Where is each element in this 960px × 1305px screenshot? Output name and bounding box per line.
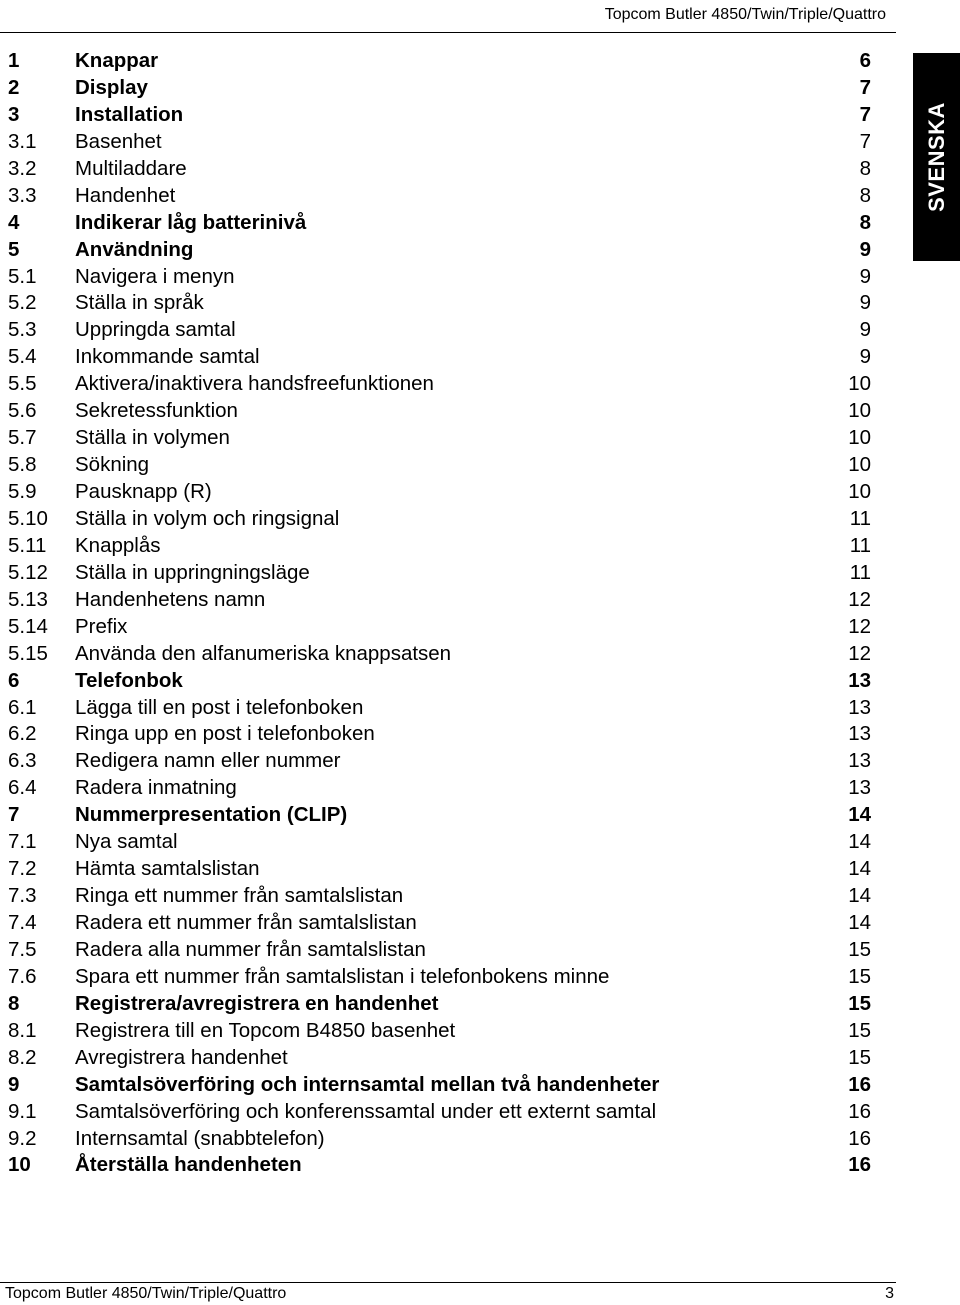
toc-entry[interactable] [0,775,880,802]
toc-entry[interactable] [0,668,880,695]
toc-entry[interactable] [0,290,880,317]
toc-entry-page: 15 [848,991,871,1015]
toc-entry-title: Redigera namn eller nummer [75,749,341,773]
toc-entry-title: Ringa ett nummer från samtalslistan [75,884,404,908]
toc-entry[interactable] [0,425,880,452]
toc-entry-number: 6 [8,668,20,692]
toc-entry-page: 6 [859,49,871,72]
toc-entry-title: Ställa in volym och ringsignal [75,506,340,530]
toc-entry-page: 12 [848,587,871,611]
toc-entry-number: 7.3 [8,884,37,908]
toc-entry-page: 16 [848,1099,871,1123]
header-divider [0,32,896,33]
toc-entry-title: Ställa in volymen [75,426,230,450]
toc-entry[interactable] [0,829,880,856]
toc-entry-number: 5.1 [8,264,37,288]
toc-entry-title: Ställa in språk [75,291,204,315]
toc-entry[interactable] [0,991,880,1018]
toc-entry-number: 5.14 [8,614,48,638]
toc-entry-title: Uppringda samtal [75,318,236,342]
toc-entry-number: 5.2 [8,291,37,315]
toc-entry[interactable] [0,641,880,668]
toc-entry[interactable] [0,614,880,641]
toc-entry-page: 15 [848,1045,871,1069]
toc-entry-page: 7 [859,75,871,99]
toc-entry-number: 5.8 [8,453,37,477]
toc-entry-title: Indikerar låg batterinivå [75,210,307,234]
toc-entry-title: Pausknapp (R) [75,480,212,503]
toc-entry[interactable] [0,102,880,129]
toc-entry[interactable] [0,264,880,291]
language-tab-label: SVENSKA [923,102,949,212]
toc-entry-page: 15 [848,964,871,988]
toc-entry-page: 9 [859,318,871,342]
toc-entry[interactable] [0,48,880,75]
toc-entry-page: 10 [848,372,871,396]
toc-entry[interactable] [0,533,880,560]
toc-entry-title: Knappar [75,49,159,72]
toc-entry-page: 14 [848,830,871,854]
toc-entry[interactable] [0,937,880,964]
toc-entry-title: Handenhetens namn [75,587,266,611]
toc-entry[interactable] [0,748,880,775]
toc-entry-page: 14 [848,911,871,934]
toc-entry-page: 10 [848,399,871,423]
toc-entry-number: 7.1 [8,830,37,854]
toc-entry-number: 5.10 [8,506,48,530]
toc-entry-number: 5.5 [8,372,37,396]
toc-entry[interactable] [0,156,880,183]
toc-entry-title: Inkommande samtal [75,345,260,369]
toc-entry-number: 9.1 [8,1099,37,1123]
toc-entry-page: 9 [859,264,871,288]
toc-entry-page: 9 [859,237,871,261]
toc-entry-page: 13 [848,668,871,692]
language-side-tab [913,53,960,261]
toc-entry-page: 12 [848,641,871,665]
toc-entry-title: Samtalsöverföring och internsamtal mellan två handenheter [75,1072,660,1096]
toc-entry-title: Spara ett nummer från samtalslistan i telefonbokens minne [75,964,610,988]
toc-entry-number: 8 [8,991,20,1015]
toc-entry-page: 8 [859,156,871,180]
toc-entry[interactable] [0,1126,880,1153]
toc-entry-title: Återställa handenheten [75,1153,302,1177]
toc-entry-number: 5.6 [8,399,37,423]
toc-entry[interactable] [0,802,880,829]
toc-entry-number: 3 [8,102,20,126]
toc-entry-title: Prefix [75,614,128,638]
page-number: 3 [885,1285,894,1302]
toc-entry[interactable] [0,210,880,237]
toc-entry-title: Radera alla nummer från samtalslistan [75,937,426,961]
toc-entry-page: 7 [859,129,871,153]
toc-entry-page: 14 [848,884,871,908]
toc-entry-page: 16 [848,1126,871,1150]
toc-entry[interactable] [0,183,880,210]
toc-entry-title: Telefonbok [75,668,183,692]
toc-entry-number: 6.2 [8,722,37,746]
toc-entry-number: 7.2 [8,857,37,881]
toc-entry-number: 10 [8,1153,31,1177]
toc-entry-title: Samtalsöverföring och konferenssamtal under ett externt samtal [75,1099,657,1123]
toc-entry-page: 16 [848,1153,871,1177]
toc-entry[interactable] [0,452,880,479]
toc-entry-page: 8 [859,210,871,234]
toc-entry-title: Installation [75,102,184,126]
toc-entry[interactable] [0,856,880,883]
toc-entry-page: 8 [859,183,871,207]
toc-entry-title: Hämta samtalslistan [75,857,260,881]
toc-entry-title: Display [75,75,148,99]
toc-entry-page: 11 [849,560,871,584]
toc-entry[interactable] [0,506,880,533]
table-of-contents [0,48,880,1179]
toc-entry[interactable] [0,560,880,587]
toc-entry-title: Sekretessfunktion [75,399,238,423]
toc-entry-title: Handenhet [75,183,176,207]
toc-entry-number: 3.1 [8,129,37,153]
toc-entry-number: 5 [8,237,20,261]
toc-entry-page: 14 [848,803,871,827]
toc-entry-number: 6.3 [8,749,37,773]
toc-entry-page: 10 [848,453,871,477]
toc-entry[interactable] [0,964,880,991]
toc-entry-number: 2 [8,75,20,99]
toc-entry-page: 12 [848,614,871,638]
toc-entry-title: Radera ett nummer från samtalslistan [75,911,417,934]
toc-entry-number: 7.5 [8,937,37,961]
toc-entry-title: Radera inmatning [75,776,237,800]
toc-entry[interactable] [0,344,880,371]
toc-entry-page: 11 [849,506,871,530]
toc-entry[interactable] [0,1018,880,1045]
toc-entry[interactable] [0,587,880,614]
toc-entry[interactable] [0,317,880,344]
toc-entry-page: 16 [848,1072,871,1096]
toc-entry-title: Internsamtal (snabbtelefon) [75,1126,325,1150]
page-header-title: Topcom Butler 4850/Twin/Triple/Quattro [604,6,886,23]
toc-entry-number: 5.7 [8,426,37,450]
toc-entry[interactable] [0,1099,880,1126]
toc-entry-title: Sökning [75,453,150,477]
toc-entry-number: 3.3 [8,183,37,207]
toc-entry-title: Registrera/avregistrera en handenhet [75,991,439,1015]
toc-entry-number: 5.4 [8,345,37,369]
toc-entry-title: Ställa in uppringningsläge [75,560,310,584]
toc-entry[interactable] [0,129,880,156]
toc-entry-number: 7 [8,803,20,827]
toc-entry-number: 9.2 [8,1126,37,1150]
toc-entry-number: 9 [8,1072,20,1096]
toc-entry-title: Navigera i menyn [75,264,235,288]
toc-entry-title: Basenhet [75,129,162,153]
toc-entry-page: 9 [859,291,871,315]
toc-entry-number: 5.3 [8,318,37,342]
footer-divider [0,1282,896,1283]
toc-entry-number: 8.1 [8,1018,37,1042]
toc-entry-title: Använda den alfanumeriska knappsatsen [75,641,452,665]
toc-entry-page: 13 [848,695,871,719]
toc-entry-title: Nya samtal [75,830,178,854]
toc-entry-number: 6.1 [8,695,37,719]
toc-entry-number: 3.2 [8,156,37,180]
toc-entry[interactable] [0,1152,880,1179]
toc-entry-page: 11 [849,533,871,557]
toc-entry-page: 13 [848,749,871,773]
toc-entry-title: Ringa upp en post i telefonboken [75,722,375,746]
toc-entry[interactable] [0,371,880,398]
toc-entry-title: Aktivera/inaktivera handsfreefunktionen [75,372,434,396]
toc-entry[interactable] [0,1045,880,1072]
toc-entry[interactable] [0,695,880,722]
toc-entry[interactable] [0,398,880,425]
toc-entry-number: 8.2 [8,1045,37,1069]
toc-entry[interactable] [0,237,880,264]
toc-entry-page: 13 [848,722,871,746]
toc-entry[interactable] [0,910,880,937]
toc-entry-title: Nummerpresentation (CLIP) [75,803,348,827]
footer-title: Topcom Butler 4850/Twin/Triple/Quattro [5,1285,287,1302]
toc-entry-number: 1 [8,49,20,72]
toc-entry-title: Multiladdare [75,156,187,180]
toc-entry[interactable] [0,883,880,910]
toc-entry-page: 15 [848,937,871,961]
toc-entry-number: 7.6 [8,964,37,988]
toc-entry-page: 15 [848,1018,871,1042]
toc-entry-number: 6.4 [8,776,37,800]
toc-entry-number: 5.9 [8,480,37,503]
toc-entry-page: 10 [848,426,871,450]
toc-entry-number: 5.13 [8,587,48,611]
toc-entry[interactable] [0,479,880,506]
toc-entry-page: 13 [848,776,871,800]
toc-entry[interactable] [0,75,880,102]
toc-entry-title: Lägga till en post i telefonboken [75,695,364,719]
toc-entry-page: 9 [859,345,871,369]
toc-entry-page: 14 [848,857,871,881]
toc-entry[interactable] [0,1072,880,1099]
toc-entry-title: Användning [75,237,194,261]
toc-entry-number: 5.11 [8,533,47,557]
toc-entry-number: 4 [8,210,20,234]
toc-entry-title: Avregistrera handenhet [75,1045,288,1069]
toc-entry[interactable] [0,721,880,748]
toc-entry-page: 7 [859,102,871,126]
toc-entry-number: 5.15 [8,641,48,665]
toc-entry-title: Registrera till en Topcom B4850 basenhet [75,1018,456,1042]
toc-entry-title: Knapplås [75,533,161,557]
toc-entry-page: 10 [848,480,871,503]
toc-entry-number: 5.12 [8,560,48,584]
toc-entry-number: 7.4 [8,911,37,934]
